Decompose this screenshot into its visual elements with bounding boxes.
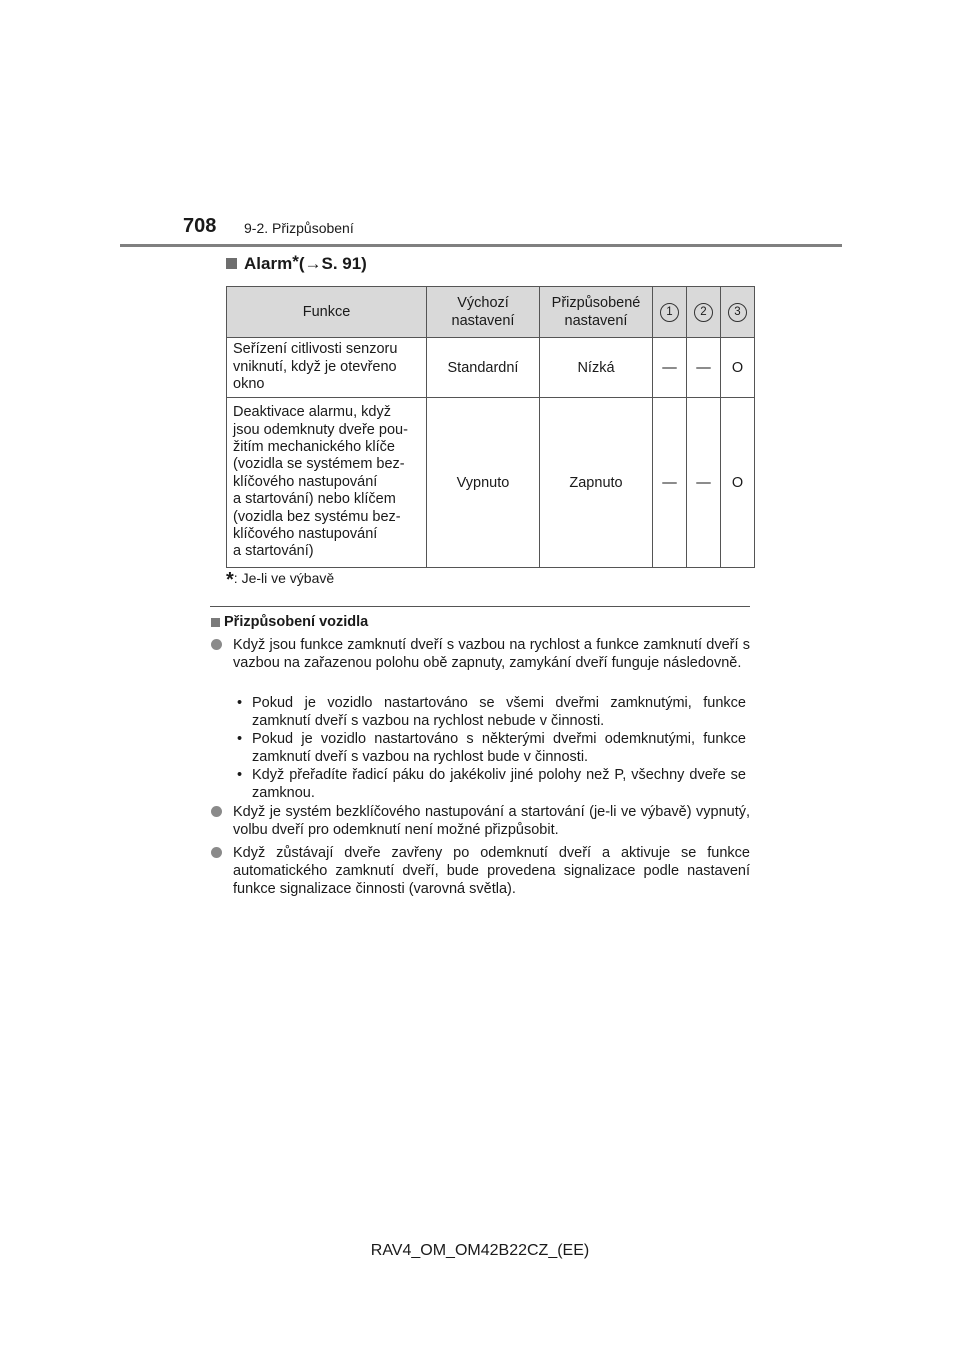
row-1-default: Standardní (427, 338, 540, 398)
alarm-heading: Alarm * (→S. 91) (226, 254, 367, 274)
circle-bullet-icon (211, 806, 222, 817)
row-2-label-line: a startování) nebo klíčem (233, 491, 396, 508)
row-2-label-line: a startování) (233, 543, 314, 560)
footnote-text: : Je-li ve výbavě (233, 570, 335, 586)
heading-ref: (→S. 91) (298, 254, 367, 273)
col-function: Funkce (227, 287, 427, 338)
col-2 (687, 287, 721, 338)
row-1-label-line: okno (233, 376, 265, 393)
footnote (226, 569, 334, 592)
sub-bullet-text: Pokud je vozidlo nastartováno s některými dveřmi odemknutými, funkce zamknutí dveří s vazbou na rychlost bude v činnosti. (252, 731, 746, 765)
sub-bullet-text: Pokud je vozidlo nastartováno se všemi dveřmi zamknutými, funkce zamknutí dveří s vazbou na rychlost nebude v činnosti. (252, 695, 746, 729)
square-bullet-icon (211, 618, 220, 627)
row-2-c1: — (653, 398, 687, 568)
bullet-text: Když je systém bezklíčového nastupování a startování (je-li ve výbavě) vypnutý, volbu dveří pro odemknutí není možné přizpůsobit. (233, 804, 750, 838)
note-heading (211, 614, 368, 630)
circle-1-icon: 1 (660, 303, 679, 322)
note-divider (210, 606, 750, 607)
sub-bullet-text: Když přeřadíte řadicí páku do jakékoliv jiné polohy než P, všechny dveře se zamknou. (252, 767, 746, 801)
row-1-custom: Nízká (540, 338, 653, 398)
table-row (227, 338, 755, 398)
col-default-label: Výchozí nastavení (451, 295, 515, 329)
dot-bullet-icon: • (237, 731, 243, 747)
row-2-custom: Zapnuto (540, 398, 653, 568)
row-2-label-line: klíčového nastupování (233, 473, 378, 490)
row-2-default: Vypnuto (427, 398, 540, 568)
footer-code: RAV4_OM_OM42B22CZ_(EE) (370, 1242, 590, 1259)
list-item (211, 636, 750, 672)
col-1 (653, 287, 687, 338)
settings-table (226, 286, 755, 568)
row-2-label-line: jsou odemknuty dveře pou- (233, 421, 408, 438)
row-2-c2: — (687, 398, 721, 568)
row-2-label-line: Deaktivace alarmu, když (233, 404, 391, 421)
col-default (427, 287, 540, 338)
table-header-row (227, 287, 755, 338)
row-1-c3: O (721, 338, 755, 398)
row-2-label-line: klíčového nastupování (233, 526, 378, 543)
bullet-text: Když jsou funkce zamknutí dveří s vazbou na rychlost a funkce zamknutí dveří s vazbou na zařazenou polohu obě zapnuty, zamykání dveří funguje následovně. (233, 637, 750, 671)
sub-list-item (237, 730, 746, 766)
dot-bullet-icon: • (237, 695, 243, 711)
circle-3-icon: 3 (728, 303, 747, 322)
col-custom (540, 287, 653, 338)
sub-list-item (237, 766, 746, 802)
row-1-c1: — (653, 338, 687, 398)
page-number: 708 (183, 215, 217, 237)
sub-list-item (237, 694, 746, 730)
note-title: Přizpůsobení vozidla (224, 614, 369, 630)
bullet-text: Když zůstávají dveře zavřeny po odemknutí dveří a aktivuje se funkce automatického zamknutí dveří, bude provedena signalizace podle nastavení funkce signalizace činnosti (varovná světla). (233, 845, 750, 897)
table-row (227, 398, 755, 568)
dot-bullet-icon: • (237, 767, 243, 783)
row-2-label-line: (vozidla se systémem bez- (233, 456, 405, 473)
circle-bullet-icon (211, 847, 222, 858)
row-2-label (227, 398, 427, 568)
row-1-c2: — (687, 338, 721, 398)
row-2-c3: O (721, 398, 755, 568)
list-item (211, 803, 750, 839)
heading-title: Alarm (244, 254, 293, 273)
footnote-star: * (226, 569, 234, 591)
circle-bullet-icon (211, 639, 222, 650)
circle-2-icon: 2 (694, 303, 713, 322)
row-2-label-line: žitím mechanického klíče (233, 438, 395, 455)
list-item (211, 844, 750, 898)
row-1-label-line: Seřízení citlivosti senzoru (233, 341, 398, 358)
col-custom-label: Přizpůsobené nastavení (551, 295, 641, 329)
header-divider (120, 244, 842, 247)
col-3 (721, 287, 755, 338)
square-bullet-icon (226, 258, 237, 269)
row-2-label-line: (vozidla bez systému bez- (233, 508, 401, 525)
section-title: 9-2. Přizpůsobení (244, 220, 354, 236)
row-1-label-line: vniknutí, když je otevřeno (233, 358, 397, 375)
row-1-label (227, 338, 427, 398)
